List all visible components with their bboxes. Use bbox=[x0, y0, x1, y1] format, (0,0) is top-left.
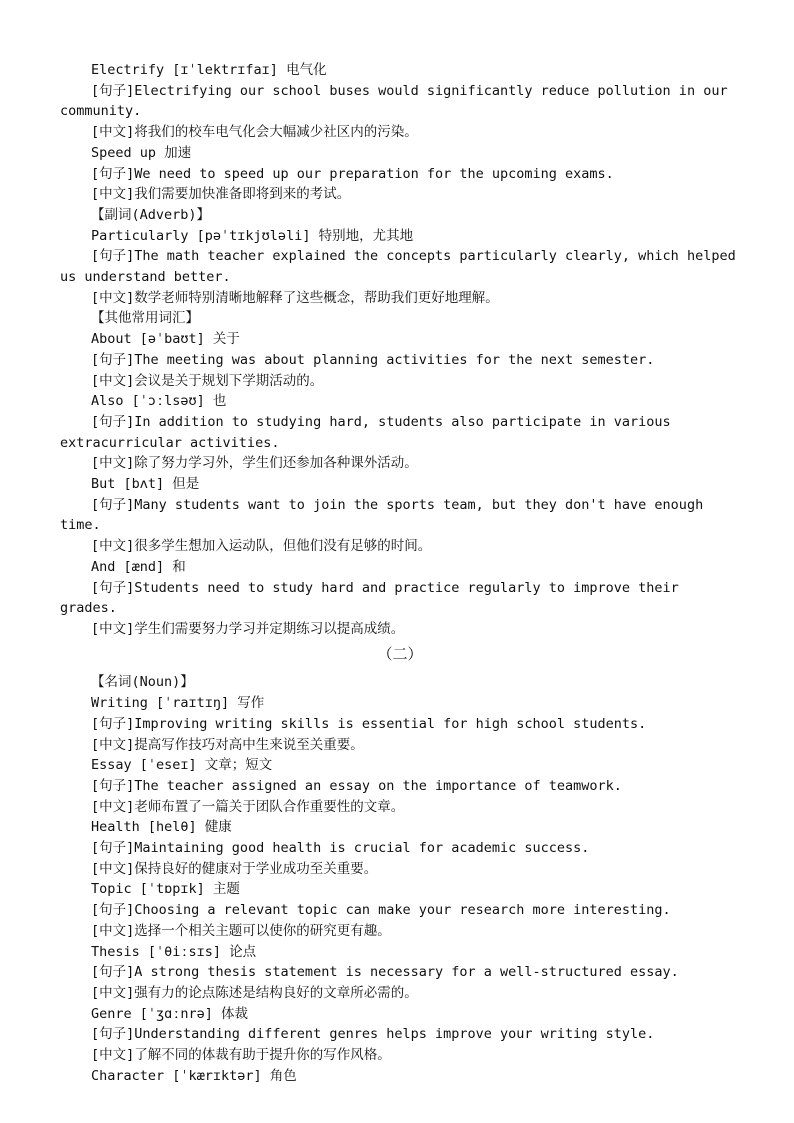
example-sentence: [句子]The math teacher explained the concepts particularly clearly, which helped us understand better. bbox=[60, 248, 744, 286]
chinese-translation: [中文]将我们的校车电气化会大幅减少社区内的污染。 bbox=[91, 124, 418, 141]
vocab-word: Character [ˈkærɪktər] 角色 bbox=[91, 1067, 297, 1084]
example-sentence: [句子]Understanding different genres helps improve your writing style. bbox=[91, 1026, 655, 1043]
section-heading: （二） bbox=[377, 644, 423, 663]
chinese-translation: [中文]老师布置了一篇关于团队合作重要性的文章。 bbox=[91, 798, 405, 815]
category-heading: 【副词(Adverb)】 bbox=[91, 206, 211, 223]
example-sentence: [句子]We need to speed up our preparation for the upcoming exams. bbox=[91, 165, 614, 182]
chinese-translation: [中文]了解不同的体裁有助于提升你的写作风格。 bbox=[91, 1047, 391, 1064]
vocab-word: Topic [ˈtɒpɪk] 主题 bbox=[91, 881, 240, 898]
example-sentence: [句子]Electrifying our school buses would significantly reduce pollution in our community. bbox=[60, 82, 736, 120]
vocabulary-section-2 bbox=[60, 672, 740, 1086]
example-sentence: [句子]In addition to studying hard, students also participate in various extracurricular activities. bbox=[60, 413, 679, 451]
vocab-word: Speed up 加速 bbox=[91, 144, 192, 161]
chinese-translation: [中文]数学老师特别清晰地解释了这些概念，帮助我们更好地理解。 bbox=[91, 289, 499, 306]
category-heading: 【其他常用词汇】 bbox=[91, 310, 199, 327]
vocab-word: Particularly [pəˈtɪkjʊləli] 特别地，尤其地 bbox=[91, 227, 414, 244]
vocab-word: Electrify [ɪˈlektrɪfaɪ] 电气化 bbox=[91, 62, 327, 78]
vocab-word: And [ænd] 和 bbox=[91, 558, 186, 575]
chinese-translation: [中文]除了努力学习外，学生们还参加各种课外活动。 bbox=[91, 455, 418, 472]
category-heading: 【名词(Noun)】 bbox=[91, 674, 194, 691]
vocab-word: Health [helθ] 健康 bbox=[91, 819, 232, 836]
document-page bbox=[60, 60, 744, 1086]
chinese-translation: [中文]会议是关于规划下学期活动的。 bbox=[91, 372, 324, 389]
vocab-word: Also [ˈɔːlsəʊ] 也 bbox=[91, 393, 227, 410]
vocabulary-section-1 bbox=[60, 60, 744, 640]
example-sentence: [句子]Students need to study hard and practice regularly to improve their grades. bbox=[60, 579, 687, 617]
chinese-translation: [中文]很多学生想加入运动队，但他们没有足够的时间。 bbox=[91, 538, 432, 555]
example-sentence: [句子]Maintaining good health is crucial for academic success. bbox=[91, 840, 590, 857]
vocab-word: But [bʌt] 但是 bbox=[91, 476, 200, 493]
vocab-word: Writing [ˈraɪtɪŋ] 写作 bbox=[91, 695, 265, 712]
example-sentence: [句子]Choosing a relevant topic can make your research more interesting. bbox=[91, 902, 671, 919]
vocab-word: About [əˈbaʊt] 关于 bbox=[91, 331, 240, 348]
example-sentence: [句子]A strong thesis statement is necessary for a well-structured essay. bbox=[91, 964, 679, 981]
chinese-translation: [中文]提高写作技巧对高中生来说至关重要。 bbox=[91, 736, 364, 753]
chinese-translation: [中文]保持良好的健康对于学业成功至关重要。 bbox=[91, 860, 378, 877]
vocab-word: Essay [ˈeseɪ] 文章；短文 bbox=[91, 757, 273, 774]
example-sentence: [句子]Improving writing skills is essential for high school students. bbox=[91, 715, 647, 732]
chinese-translation: [中文]选择一个相关主题可以使你的研究更有趣。 bbox=[91, 922, 391, 939]
vocab-word: Thesis [ˈθiːsɪs] 论点 bbox=[91, 943, 257, 960]
chinese-translation: [中文]我们需要加快准备即将到来的考试。 bbox=[91, 186, 351, 203]
chinese-translation: [中文]强有力的论点陈述是结构良好的文章所必需的。 bbox=[91, 984, 418, 1001]
example-sentence: [句子]The teacher assigned an essay on the importance of teamwork. bbox=[91, 777, 622, 794]
chinese-translation: [中文]学生们需要努力学习并定期练习以提高成绩。 bbox=[91, 620, 405, 637]
vocab-word: Genre [ˈʒɑːnrə] 体裁 bbox=[91, 1005, 249, 1022]
example-sentence: [句子]Many students want to join the sports team, but they don't have enough time. bbox=[60, 496, 712, 534]
example-sentence: [句子]The meeting was about planning activities for the next semester. bbox=[91, 351, 655, 368]
